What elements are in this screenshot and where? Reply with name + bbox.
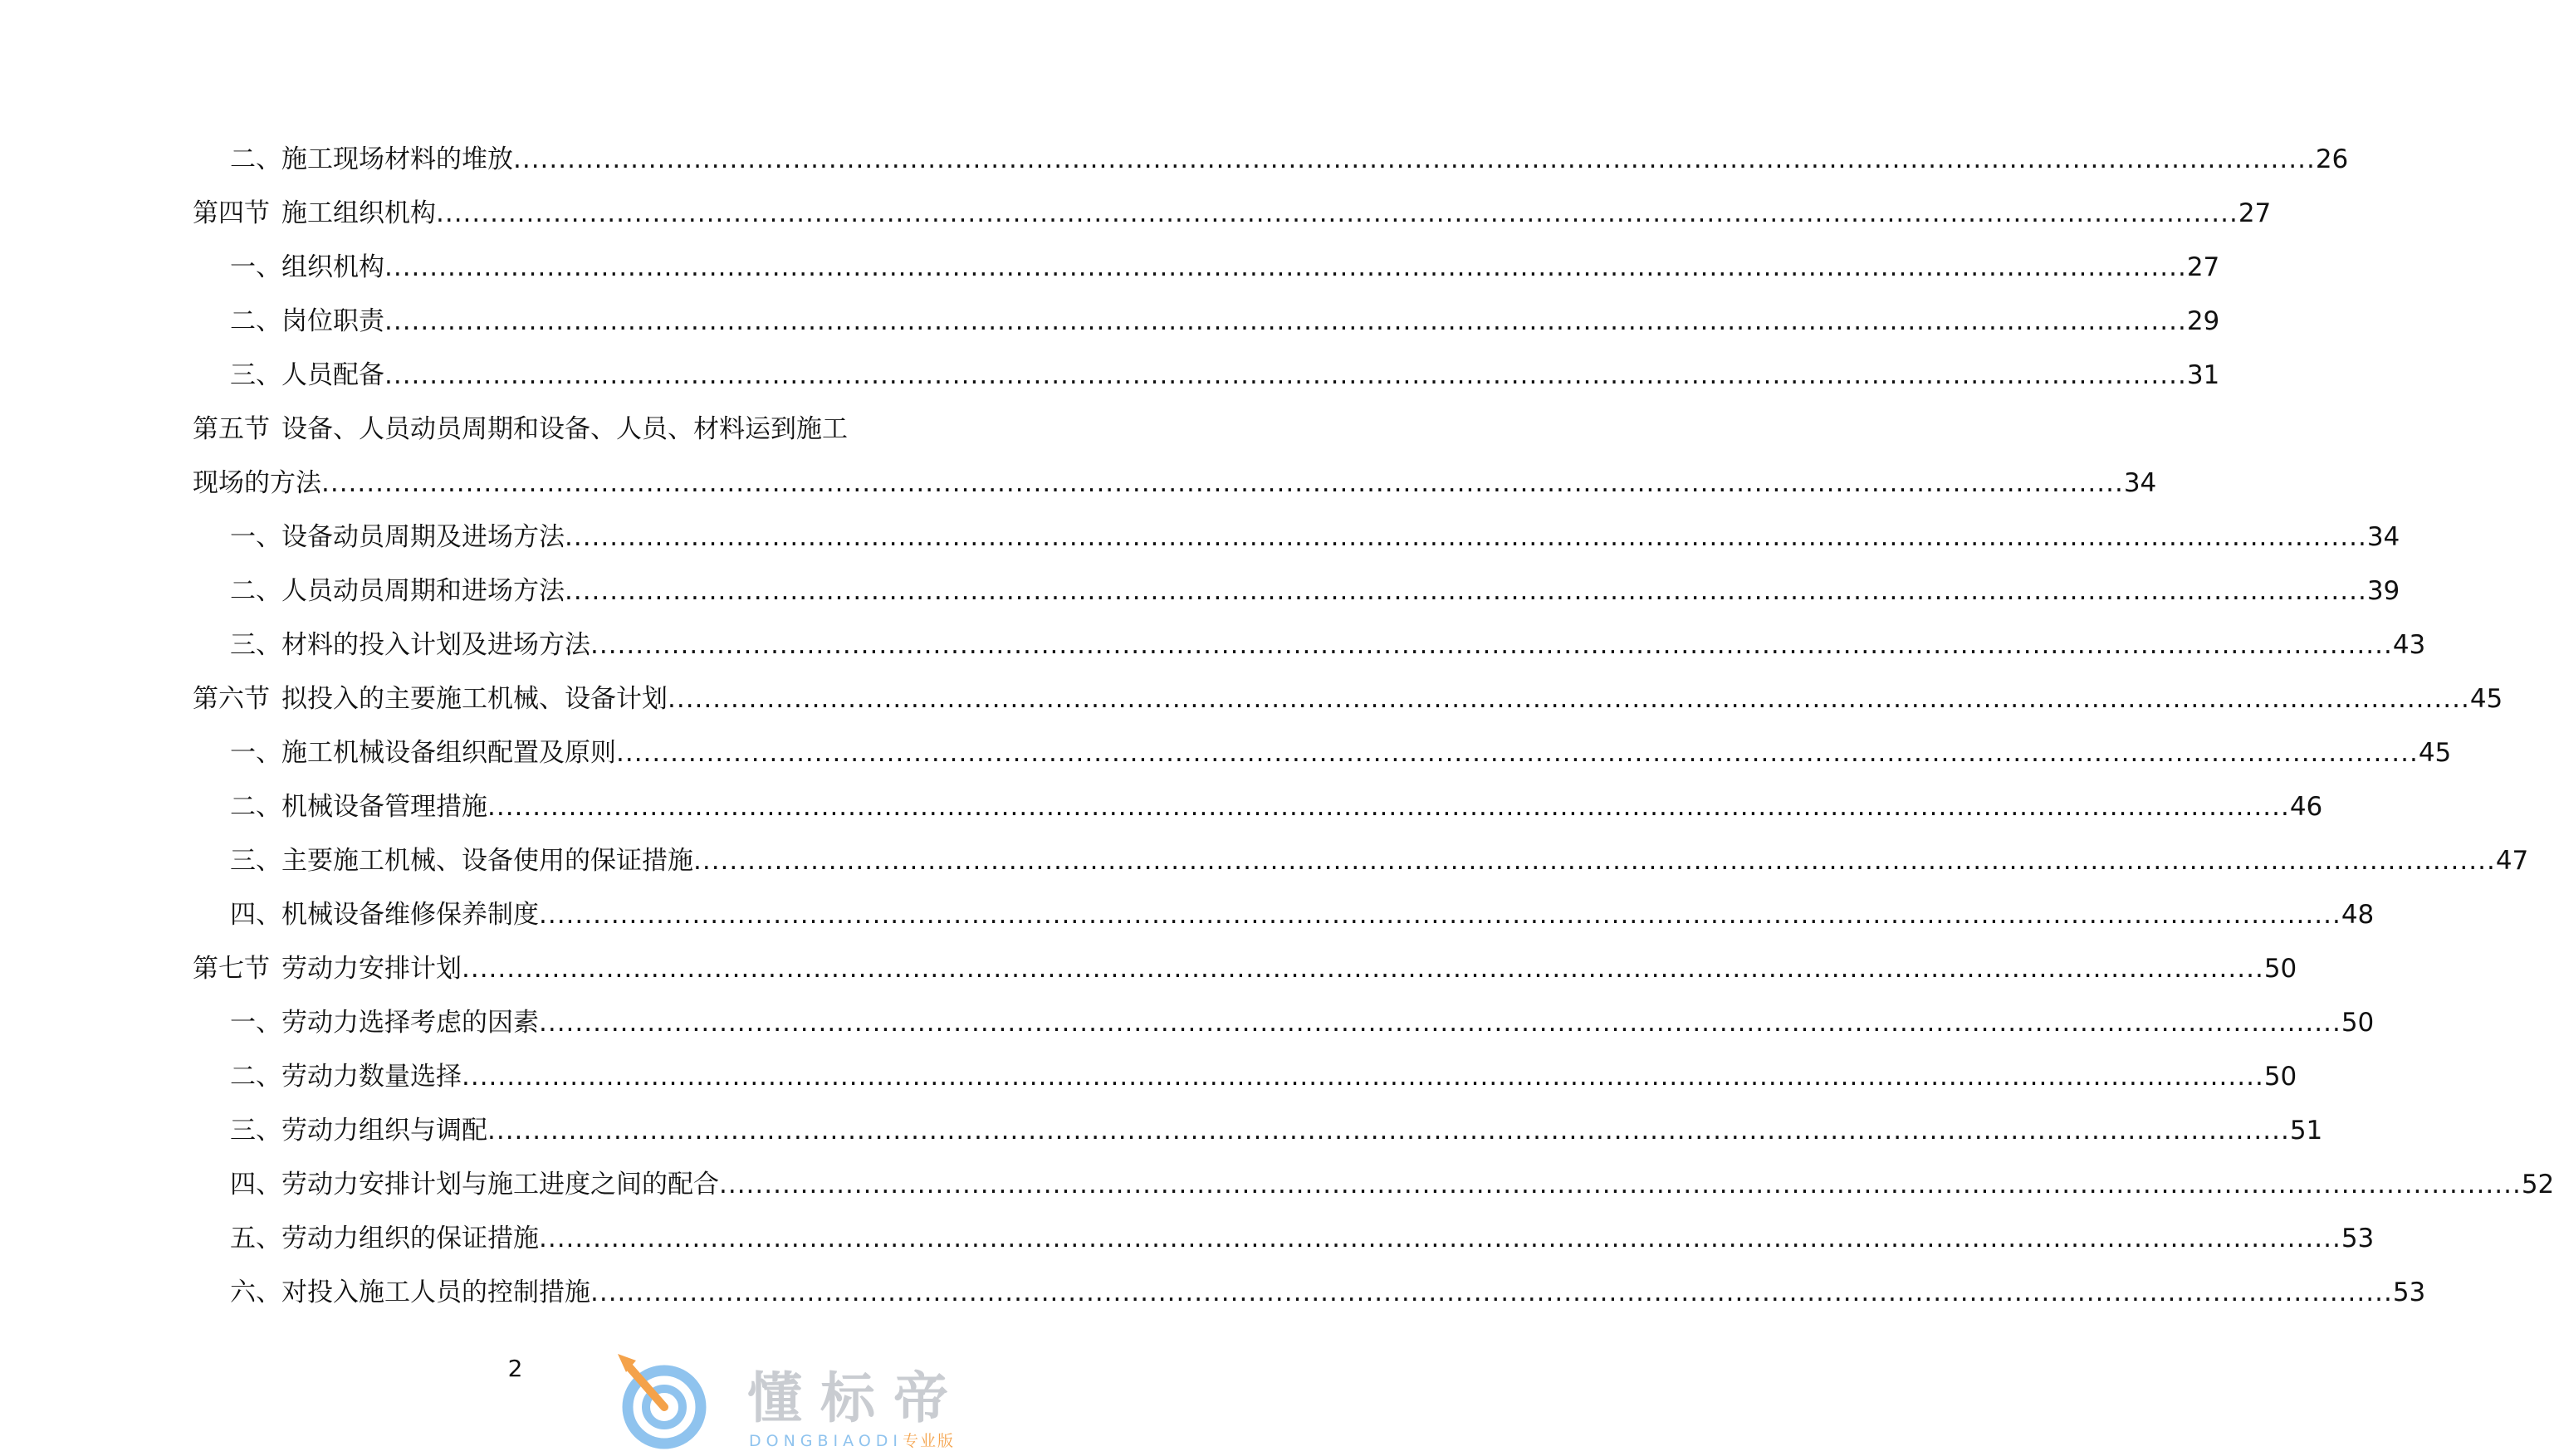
- toc-entry-title: 主要施工机械、设备使用的保证措施: [281, 846, 693, 876]
- dot-leader: ........................................................................................................................................................................................................: [436, 198, 2238, 228]
- toc-entry[interactable]: [193, 187, 2272, 241]
- toc-section-number: 第四节: [193, 198, 270, 228]
- toc-section-number: 二、: [230, 144, 281, 174]
- dot-leader: ........................................................................................................................................................................................................: [321, 468, 2124, 498]
- dot-leader: ........................................................................................................................................................................................................: [513, 144, 2316, 174]
- toc-entry-label: [230, 564, 565, 618]
- toc-page-number: 53: [2392, 1278, 2426, 1307]
- toc-entry-label: [230, 834, 693, 888]
- watermark-edition: 专业版: [903, 1432, 956, 1450]
- dot-leader: ........................................................................................................................................................................................................: [384, 360, 2187, 390]
- toc-page-number: 52: [2521, 1170, 2554, 1199]
- toc-page-number: 27: [2186, 252, 2220, 282]
- dot-leader: ........................................................................................................................................................................................................: [590, 630, 2393, 660]
- toc-entry-title: 劳动力安排计划: [281, 954, 462, 984]
- toc-entry[interactable]: [193, 726, 2452, 780]
- toc-entry-title: 施工机械设备组织配置及原则: [281, 738, 616, 768]
- toc-entry[interactable]: [193, 780, 2323, 834]
- page-number: 2: [507, 1355, 523, 1382]
- dot-leader: ........................................................................................................................................................................................................: [462, 1062, 2264, 1092]
- toc-entry-label: [230, 996, 539, 1050]
- toc-page-number: 34: [2123, 468, 2157, 498]
- toc-section-number: 二、: [230, 1062, 281, 1092]
- dot-leader: ........................................................................................................................................................................................................: [539, 1008, 2341, 1038]
- toc-entry[interactable]: [193, 403, 873, 457]
- dot-leader: ........................................................................................................................................................................................................: [384, 306, 2187, 336]
- toc-entry[interactable]: [193, 295, 2220, 349]
- toc-entry-label: [230, 295, 384, 349]
- toc-entry-title: 设备、人员动员周期和设备、人员、材料运到施工: [281, 414, 848, 444]
- toc-entry-label: [230, 726, 616, 780]
- toc-section-number: 一、: [230, 1008, 281, 1038]
- toc-entry[interactable]: [193, 888, 2375, 942]
- dot-leader: ........................................................................................................................................................................................................: [539, 1224, 2341, 1253]
- toc-page-number: 45: [2418, 738, 2452, 768]
- toc-entry-title: 组织机构: [281, 252, 384, 282]
- toc-page-number: 29: [2186, 306, 2220, 336]
- toc-section-number: 一、: [230, 522, 281, 552]
- toc-page-number: 31: [2186, 360, 2220, 390]
- toc-page-number: 51: [2289, 1116, 2323, 1146]
- toc-section-number: 五、: [230, 1224, 281, 1253]
- toc-entry-label: [193, 187, 436, 241]
- toc-section-number: 二、: [230, 792, 281, 822]
- toc-page-number: 39: [2366, 576, 2400, 606]
- toc-entry[interactable]: [193, 457, 2157, 511]
- dot-leader: ........................................................................................................................................................................................................: [668, 684, 2470, 714]
- toc-entry-title: 对投入施工人员的控制措施: [281, 1278, 590, 1307]
- toc-entry-label: [230, 1104, 487, 1158]
- toc-entry[interactable]: [193, 133, 2349, 187]
- toc-page-number: 27: [2238, 198, 2272, 228]
- toc-entry[interactable]: [193, 511, 2400, 564]
- dot-leader: ........................................................................................................................................................................................................: [719, 1170, 2522, 1199]
- toc-entry-title: 人员动员周期和进场方法: [281, 576, 565, 606]
- dot-leader: ........................................................................................................................................................................................................: [590, 1278, 2393, 1307]
- toc-entry-title: 材料的投入计划及进场方法: [281, 630, 590, 660]
- toc-entry[interactable]: [193, 1266, 2426, 1320]
- toc-entry-title: 劳动力选择考虑的因素: [281, 1008, 539, 1038]
- toc-section-number: 第七节: [193, 954, 270, 984]
- toc-section-number: 三、: [230, 360, 281, 390]
- dot-leader: ........................................................................................................................................................................................................: [565, 522, 2367, 552]
- toc-entry-label: [230, 780, 487, 834]
- watermark: [614, 1349, 1030, 1456]
- toc-entry-label: [230, 1050, 462, 1104]
- toc-entry[interactable]: [193, 349, 2220, 403]
- toc-entry-title: 岗位职责: [281, 306, 384, 336]
- toc-entry[interactable]: [193, 672, 2503, 726]
- watermark-latin: DONGBIAODI专业版: [749, 1432, 956, 1450]
- toc-entry-label: [230, 241, 384, 295]
- toc-entry-title: 劳动力安排计划与施工进度之间的配合: [281, 1170, 719, 1199]
- toc-page-number: 45: [2469, 684, 2503, 714]
- toc-entry-label: [193, 672, 668, 726]
- toc-entry-label: [230, 133, 513, 187]
- toc-section-number: 三、: [230, 630, 281, 660]
- toc-entry-title: 劳动力组织的保证措施: [281, 1224, 539, 1253]
- toc-page-number: 53: [2341, 1224, 2375, 1253]
- toc-page-number: 43: [2392, 630, 2426, 660]
- toc-page-number: 47: [2495, 846, 2529, 876]
- toc-section-number: 三、: [230, 1116, 281, 1146]
- toc-entry-title: 施工组织机构: [281, 198, 436, 228]
- toc-entry[interactable]: [193, 1104, 2323, 1158]
- toc-section-number: 六、: [230, 1278, 281, 1307]
- toc-entry[interactable]: [193, 834, 2529, 888]
- dot-leader: ........................................................................................................................................................................................................: [565, 576, 2367, 606]
- dot-leader: ........................................................................................................................................................................................................: [616, 738, 2419, 768]
- dot-leader: ........................................................................................................................................................................................................: [487, 1116, 2290, 1146]
- toc-page-number: 34: [2366, 522, 2400, 552]
- toc-page-number: 26: [2315, 144, 2349, 174]
- dot-leader: ........................................................................................................................................................................................................: [487, 792, 2290, 822]
- toc-section-number: 一、: [230, 738, 281, 768]
- toc-section-number: 四、: [230, 900, 281, 930]
- toc-section-number: 一、: [230, 252, 281, 282]
- dot-leader: ........................................................................................................................................................................................................: [384, 252, 2187, 282]
- toc-entry[interactable]: [193, 942, 2297, 996]
- dot-leader: ........................................................................................................................................................................................................: [462, 954, 2264, 984]
- toc-entry-label: [230, 511, 565, 564]
- toc-entry-title: 机械设备管理措施: [281, 792, 487, 822]
- toc-page-number: 48: [2341, 900, 2375, 930]
- toc-entry-title: 劳动力数量选择: [281, 1062, 462, 1092]
- toc-entry[interactable]: [193, 1050, 2297, 1104]
- toc-entry-title: 设备动员周期及进场方法: [281, 522, 565, 552]
- toc-entry-label: [230, 1212, 539, 1266]
- toc-entry-title: 机械设备维修保养制度: [281, 900, 539, 930]
- toc-entry-label: [193, 403, 848, 457]
- toc-entry[interactable]: [193, 996, 2375, 1050]
- toc-entry-label: [230, 618, 590, 672]
- toc-entry[interactable]: [193, 1212, 2375, 1266]
- toc-section-number: 二、: [230, 576, 281, 606]
- toc-entry[interactable]: [193, 241, 2220, 295]
- toc-entry-title: 劳动力组织与调配: [281, 1116, 487, 1146]
- dot-leader: ........................................................................................................................................................................................................: [693, 846, 2496, 876]
- toc-page-number: 46: [2289, 792, 2323, 822]
- toc-page-number: 50: [2263, 1062, 2297, 1092]
- watermark-brand: 懂标帝: [747, 1366, 966, 1430]
- target-logo-icon: [614, 1349, 739, 1456]
- toc-section-number: 三、: [230, 846, 281, 876]
- dot-leader: ........................................................................................................................................................................................................: [539, 900, 2341, 930]
- toc-entry-title: 施工现场材料的堆放: [281, 144, 513, 174]
- toc-section-number: 第五节: [193, 414, 270, 444]
- toc-section-number: 二、: [230, 306, 281, 336]
- toc-entry[interactable]: [193, 618, 2426, 672]
- toc-page-number: 50: [2341, 1008, 2375, 1038]
- toc-entry[interactable]: [193, 1158, 2554, 1212]
- toc-entry[interactable]: [193, 564, 2400, 618]
- toc-entry-title: 拟投入的主要施工机械、设备计划: [281, 684, 668, 714]
- toc-entry-title: 人员配备: [281, 360, 384, 390]
- toc-entry-label: [193, 942, 462, 996]
- toc-entry-label: [230, 1266, 590, 1320]
- toc-entry-label: [230, 1158, 719, 1212]
- toc-page-number: 50: [2263, 954, 2297, 984]
- toc-section-number: 第六节: [193, 684, 270, 714]
- toc-section-number: 四、: [230, 1170, 281, 1199]
- table-of-contents: [193, 133, 2554, 1320]
- toc-entry-title-continued: 现场的方法: [193, 468, 321, 498]
- toc-entry-label: [230, 349, 384, 403]
- toc-entry-label: [230, 888, 539, 942]
